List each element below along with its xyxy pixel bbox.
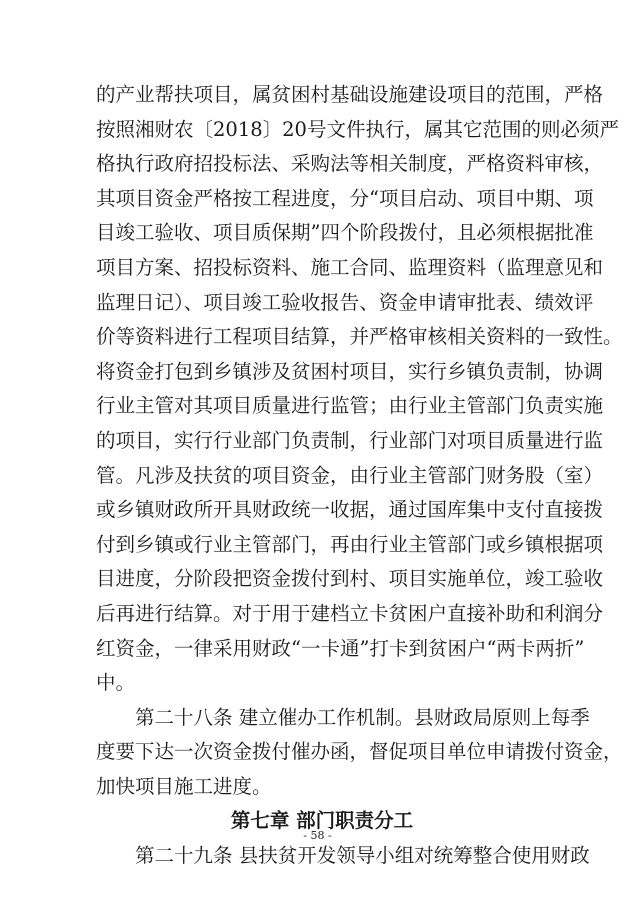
text-line: 监理日记）、项目竣工验收报告、资金申请审批表、绩效评: [96, 290, 594, 314]
article-28-line: 加快项目施工进度。: [96, 774, 272, 798]
article-29-line: 第二十九条 县扶贫开发领导小组对统筹整合使用财政: [135, 844, 590, 868]
article-28-line: 第二十八条 建立催办工作机制。县财政局原则上每季: [135, 705, 590, 729]
document-body: [96, 78, 623, 874]
text-line: 红资金，一律采用财政“一卡通”打卡到贫困户“两卡两折”: [96, 636, 585, 660]
text-line: 后再进行结算。对于用于建档立卡贫困户直接补助和利润分: [96, 601, 604, 625]
text-line: 的产业帮扶项目，属贫困村基础设施建设项目的范围，严格: [96, 83, 604, 106]
text-line: 价等资料进行工程项目结算，并严格审核相关资料的一致性。: [96, 325, 623, 349]
article-28-line: 度要下达一次资金拨付催办函，督促项目单位申请拨付资金，: [96, 740, 623, 764]
text-line: 将资金打包到乡镇涉及贫困村项目，实行乡镇负责制，协调: [96, 359, 604, 383]
text-line: 按照湘财农〔2018〕20号文件执行，属其它范围的则必须严: [96, 117, 619, 141]
text-line: 中。: [96, 671, 136, 695]
text-line: 行业主管对其项目质量进行监管；由行业主管部门负责实施: [96, 394, 604, 418]
text-line: 其项目资金严格按工程进度，分“项目启动、项目中期、项: [96, 186, 594, 210]
text-line: 管。凡涉及扶贫的项目资金，由行业主管部门财务股（室）: [96, 463, 604, 487]
text-line: 付到乡镇或行业主管部门，再由行业主管部门或乡镇根据项: [96, 532, 604, 556]
chapter-heading: 第七章 部门职责分工: [230, 809, 414, 833]
text-line: 目进度，分阶段把资金拨付到村、项目实施单位，竣工验收: [96, 567, 604, 591]
text-line: 或乡镇财政所开具财政统一收据，通过国库集中支付直接拨: [96, 498, 604, 522]
text-line: 项目方案、招投标资料、施工合同、监理资料（监理意见和: [96, 255, 604, 279]
text-line: 格执行政府招投标法、采购法等相关制度，严格资料审核，: [96, 152, 604, 176]
page-number: - 58 -: [303, 829, 332, 842]
text-line: 目竣工验收、项目质保期”四个阶段拨付，且必须根据批准: [96, 221, 594, 245]
text-line: 的项目，实行行业部门负责制，行业部门对项目质量进行监: [96, 428, 604, 452]
